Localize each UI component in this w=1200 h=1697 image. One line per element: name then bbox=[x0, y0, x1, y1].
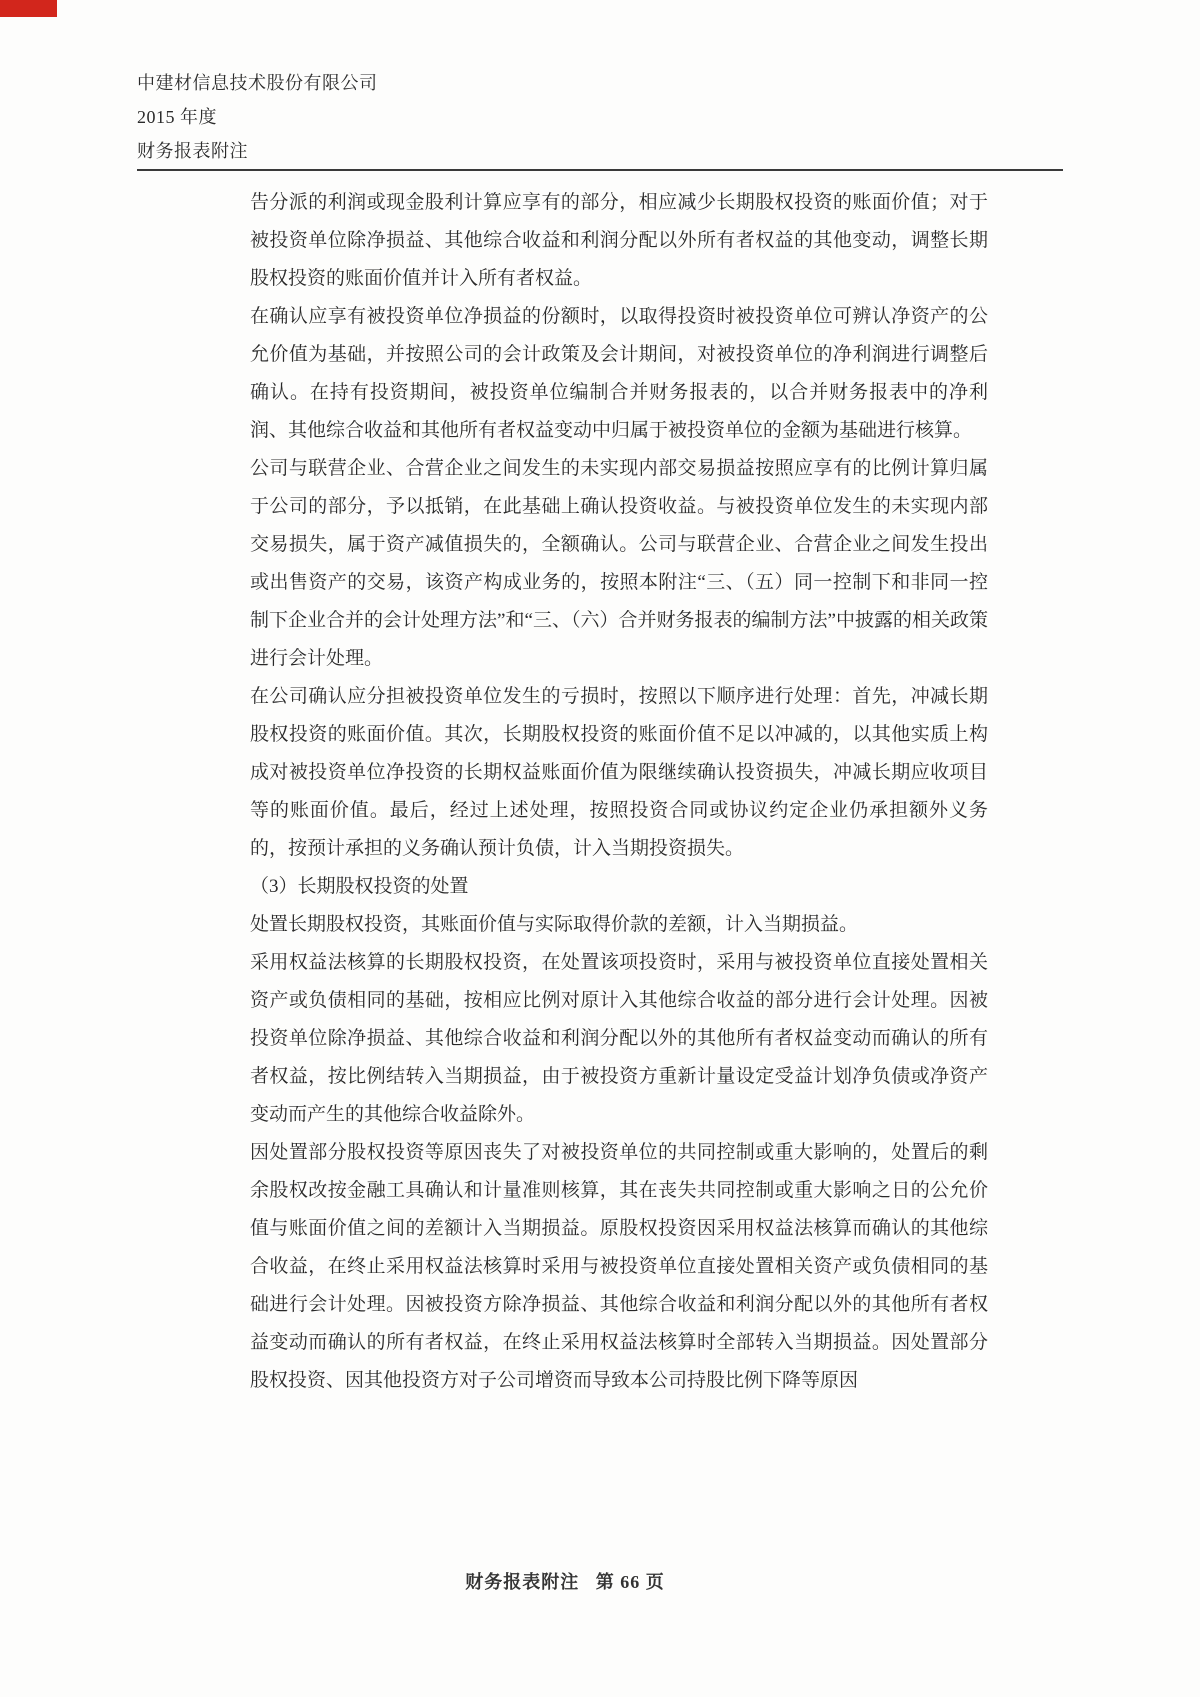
company-name: 中建材信息技术股份有限公司 bbox=[137, 73, 378, 93]
paragraph: 处置长期股权投资，其账面价值与实际取得价款的差额，计入当期损益。 bbox=[250, 914, 859, 935]
paragraph-continuation: 告分派的利润或现金股利计算应享有的部分，相应减少长期股权投资的账面价值；对于被投资单位除净损益、其他综合收益和利润分配以外所有者权益的其他变动，调整长期股权投资的账面价值并计入所有者权益。 bbox=[250, 192, 988, 289]
page-footer bbox=[0, 1568, 1130, 1594]
header-divider bbox=[137, 169, 1063, 171]
document-title: 财务报表附注 bbox=[137, 141, 248, 161]
scan-artifact-red-mark bbox=[0, 0, 57, 17]
paragraph: 因处置部分股权投资等原因丧失了对被投资单位的共同控制或重大影响的，处置后的剩余股权改按金融工具确认和计量准则核算，其在丧失共同控制或重大影响之日的公允价值与账面价值之间的差额计入当期损益。原股权投资因采用权益法核算而确认的其他综合收益，在终止采用权益法核算时采用与被投资单位直接处置相关资产或负债相同的基础进行会计处理。因被投资方除净损益、其他综合收益和利润分配以外的其他所有者权益变动而确认的所有者权益，在终止采用权益法核算时全部转入当期损益。因处置部分股权投资、因其他投资方对子公司增资而导致本公司持股比例下降等原因 bbox=[250, 1142, 988, 1391]
paragraph: 在公司确认应分担被投资单位发生的亏损时，按照以下顺序进行处理：首先，冲减长期股权投资的账面价值。其次，长期股权投资的账面价值不足以冲减的，以其他实质上构成对被投资单位净投资的长期权益账面价值为限继续确认投资损失，冲减长期应收项目等的账面价值。最后，经过上述处理，按照投资合同或协议约定企业仍承担额外义务的，按预计承担的义务确认预计负债，计入当期投资损失。 bbox=[250, 686, 988, 859]
page-header bbox=[137, 66, 1063, 168]
paragraph: 在确认应享有被投资单位净损益的份额时，以取得投资时被投资单位可辨认净资产的公允价值为基础，并按照公司的会计政策及会计期间，对被投资单位的净利润进行调整后确认。在持有投资期间，被投资单位编制合并财务报表的，以合并财务报表中的净利润、其他综合收益和其他所有者权益变动中归属于被投资单位的金额为基础进行核算。 bbox=[250, 306, 988, 441]
footer-label: 财务报表附注 bbox=[465, 1572, 580, 1592]
body-text bbox=[250, 184, 988, 1400]
paragraph: 采用权益法核算的长期股权投资，在处置该项投资时，采用与被投资单位直接处置相关资产或负债相同的基础，按相应比例对原计入其他综合收益的部分进行会计处理。因被投资单位除净损益、其他综合收益和利润分配以外的其他所有者权益变动而确认的所有者权益，按比例结转入当期损益，由于被投资方重新计量设定受益计划净负债或净资产变动而产生的其他综合收益除外。 bbox=[250, 952, 988, 1125]
fiscal-year: 2015 年度 bbox=[137, 107, 217, 127]
section-heading-disposal: （3）长期股权投资的处置 bbox=[250, 876, 469, 897]
paragraph: 公司与联营企业、合营企业之间发生的未实现内部交易损益按照应享有的比例计算归属于公司的部分，予以抵销，在此基础上确认投资收益。与被投资单位发生的未实现内部交易损失，属于资产减值损失的，全额确认。公司与联营企业、合营企业之间发生投出或出售资产的交易，该资产构成业务的，按照本附注“三、（五）同一控制下和非同一控制下企业合并的会计处理方法”和“三、（六）合并财务报表的编制方法”中披露的相关政策进行会计处理。 bbox=[250, 458, 988, 669]
footer-spacer bbox=[585, 1572, 591, 1592]
page-number: 第 66 页 bbox=[595, 1572, 665, 1592]
